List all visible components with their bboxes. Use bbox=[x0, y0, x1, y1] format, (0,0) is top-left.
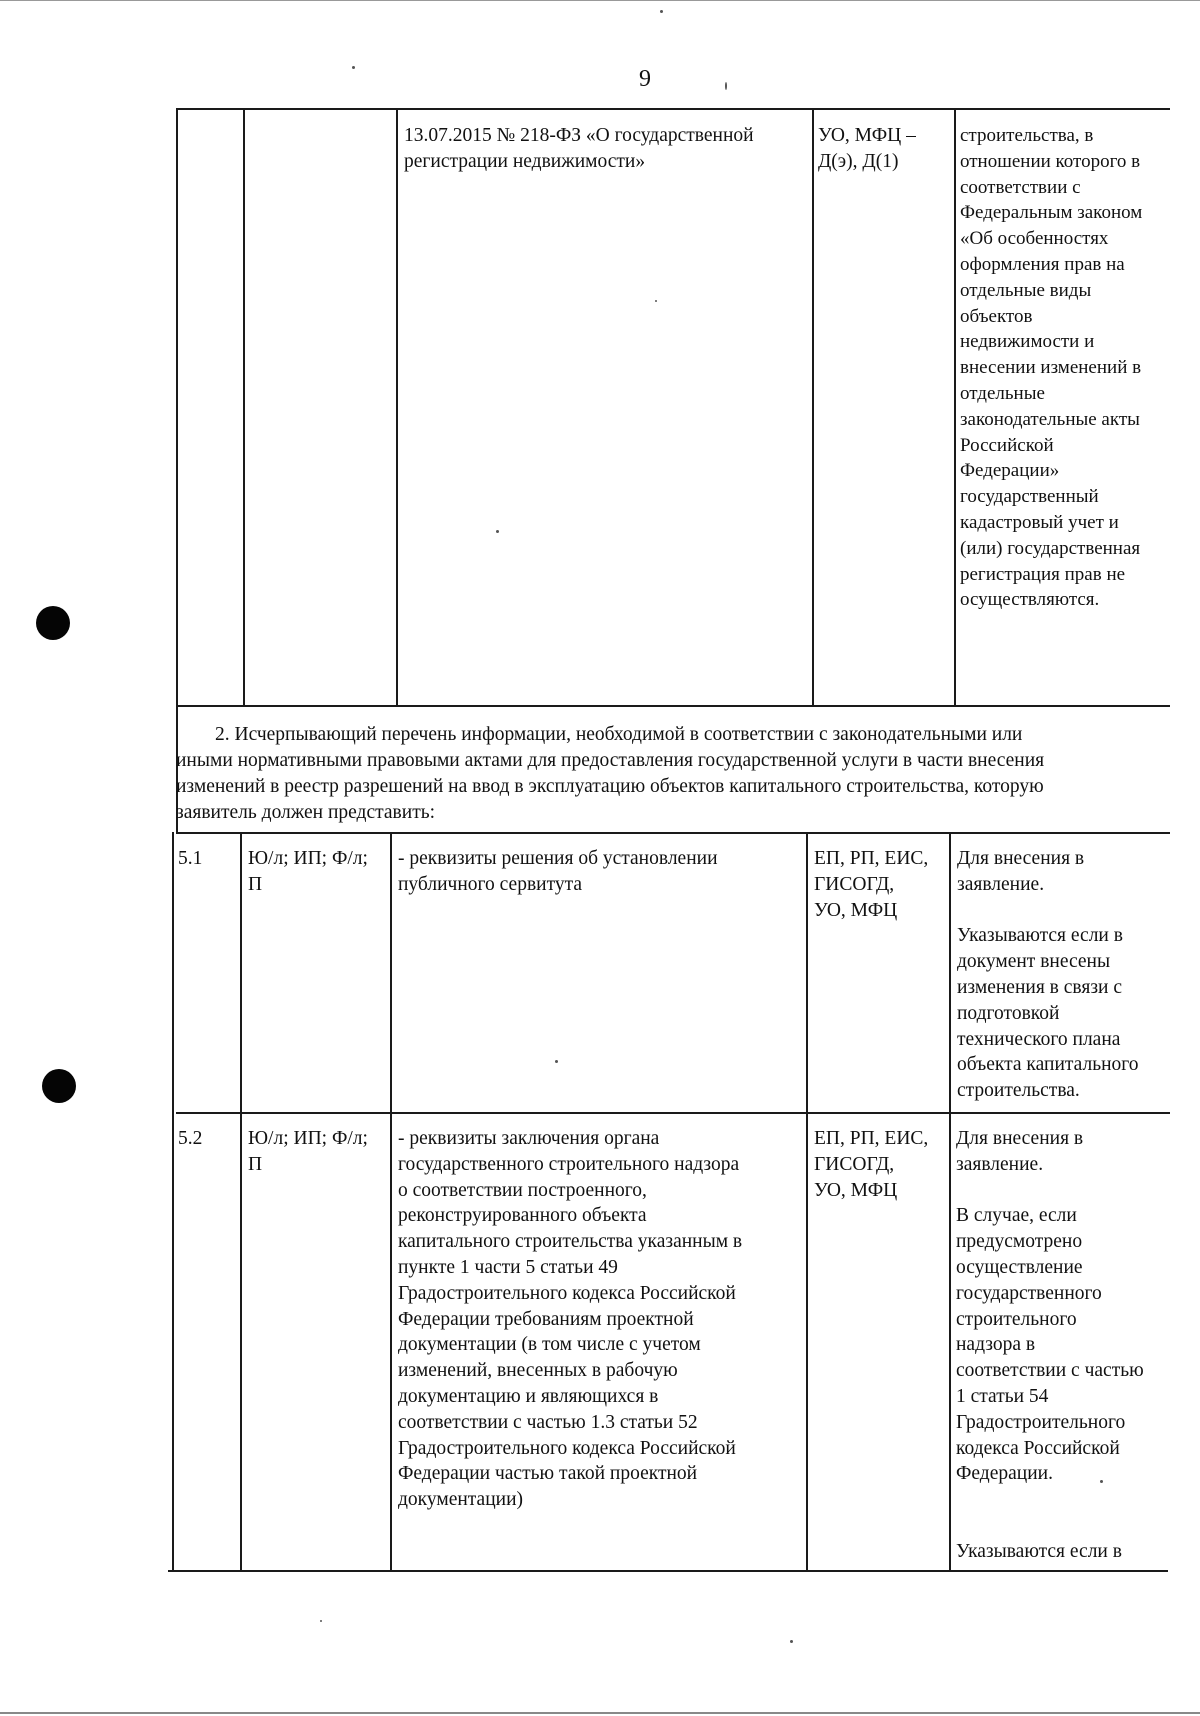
scan-speck bbox=[496, 530, 499, 533]
scan-speck bbox=[555, 1060, 558, 1063]
punch-hole-bottom bbox=[42, 1069, 76, 1103]
document-description: - реквизиты заключения органа государственного строительного надзора о соответствии построенного, реконструированного объекта капитального строительства указанным в пункте 1 части 5 статьи 49 Градостроительного кодекса Российской Федерации требованиям проектной документации (в том числе с учетом изменений, внесенных в рабочую документацию и являющихся в соответствии с частью 1.3 статьи 52 Градостроительного кодекса Российской Федерации частью такой проектной документации) bbox=[398, 1128, 743, 1511]
scan-speck bbox=[1100, 1480, 1103, 1483]
delivery-channels: ЕП, РП, ЕИС, ГИСОГД, УО, МФЦ bbox=[814, 848, 929, 921]
punch-hole-top bbox=[36, 606, 70, 640]
usage-note: Для внесения в заявление. В случае, если предусмотрено осуществление государственного строительного надзора в соответствии с частью 1 статьи 54 Градостроительного кодекса Российской Федерации. Указываются если в bbox=[956, 1128, 1144, 1562]
document-description: - реквизиты решения об установлении публичного сервитута bbox=[398, 848, 718, 895]
page-number: 9 bbox=[639, 66, 651, 92]
scan-speck bbox=[320, 1620, 322, 1622]
scan-edge-top bbox=[0, 0, 1200, 1]
row-number: 5.1 bbox=[178, 848, 203, 869]
delivery-channels: ЕП, РП, ЕИС, ГИСОГД, УО, МФЦ bbox=[814, 1128, 929, 1201]
row-number: 5.2 bbox=[178, 1128, 203, 1149]
scan-speck bbox=[790, 1640, 793, 1643]
scan-speck bbox=[660, 10, 663, 13]
note-cell: строительства, в отношении которого в соответствии с Федеральным законом «Об особенностях оформления прав на отдельные виды объектов недвижимости и внесении изменений в отдельные законодательные акты Российской Федерации» государственный кадастровый учет и (или) государственная регистрация прав не осуществляются. bbox=[960, 125, 1143, 611]
scan-edge-bottom bbox=[0, 1712, 1200, 1714]
delivery-channels-cell: УО, МФЦ – Д(э), Д(1) bbox=[818, 125, 916, 172]
scan-speck bbox=[725, 82, 727, 90]
law-reference-cell: 13.07.2015 № 218-ФЗ «О государственной регистрации недвижимости» bbox=[404, 125, 754, 172]
applicant-types: Ю/л; ИП; Ф/л; П bbox=[248, 1128, 368, 1175]
scan-speck bbox=[655, 300, 657, 302]
scan-speck bbox=[352, 66, 355, 69]
applicant-types: Ю/л; ИП; Ф/л; П bbox=[248, 848, 368, 895]
usage-note: Для внесения в заявление. Указываются если в документ внесены изменения в связи с подготовкой технического плана объекта капитального строительства. bbox=[957, 848, 1139, 1102]
section-heading: 2. Исчерпывающий перечень информации, необходимой в соответствии с законодательными или иными нормативными правовыми актами для предоставления государственной услуги в части внесения изменений в реестр разрешений на ввод в эксплуатацию объектов капитального строительства, которую заявитель должен представить: bbox=[176, 724, 1045, 823]
